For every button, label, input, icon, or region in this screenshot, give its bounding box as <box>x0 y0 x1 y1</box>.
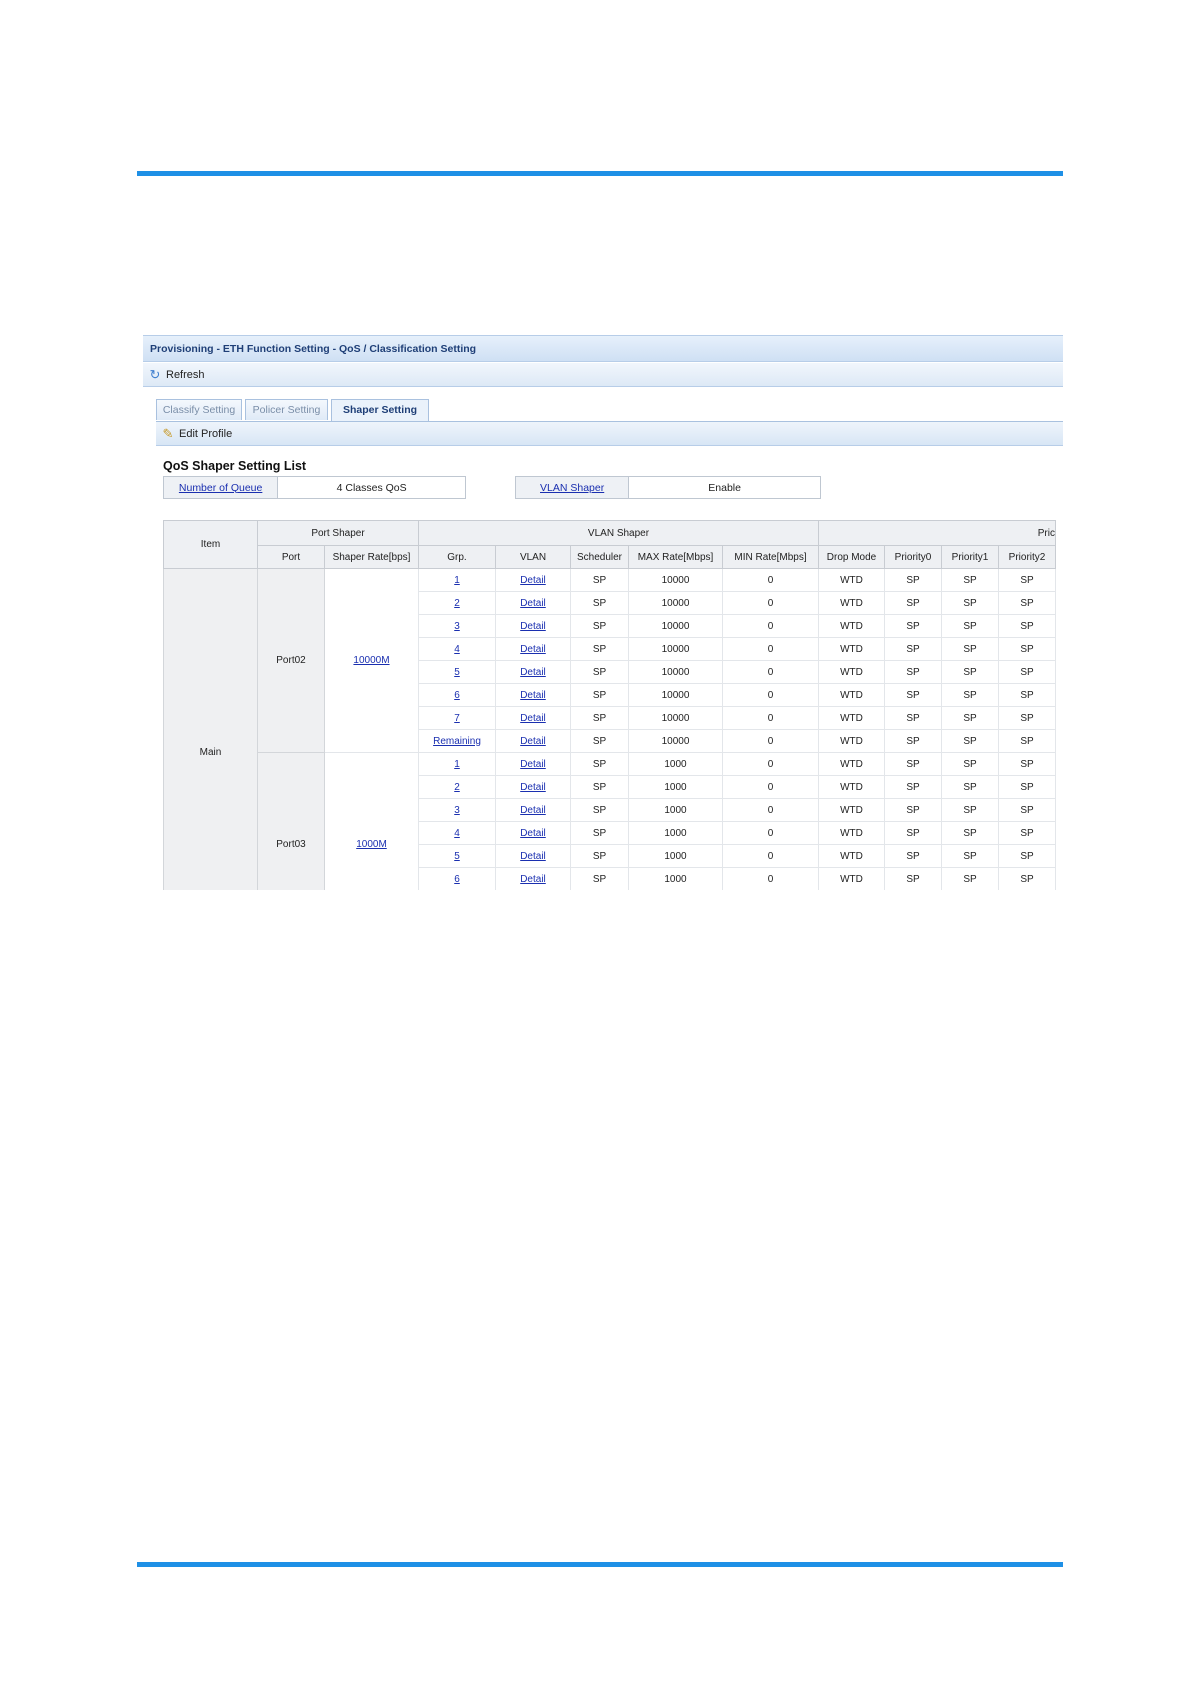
min-rate-cell: 0 <box>723 753 819 776</box>
grp-link[interactable]: 6 <box>454 873 460 885</box>
max-rate-cell: 1000 <box>629 776 723 799</box>
col-drop-mode: Drop Mode <box>819 546 885 569</box>
priority1-cell: SP <box>942 776 999 799</box>
tab-shaper-setting[interactable]: Shaper Setting <box>331 399 429 422</box>
priority0-cell: SP <box>885 799 942 822</box>
priority2-cell: SP <box>999 822 1056 845</box>
priority2-cell: SP <box>999 799 1056 822</box>
vlan-detail-link[interactable]: Detail <box>520 758 546 770</box>
max-rate-cell: 1000 <box>629 822 723 845</box>
drop-mode-cell: WTD <box>819 868 885 891</box>
grp-link[interactable]: 2 <box>454 597 460 609</box>
col-vlan: VLAN <box>496 546 571 569</box>
priority0-cell: SP <box>885 730 942 753</box>
max-rate-cell: 10000 <box>629 661 723 684</box>
grp-link[interactable]: 1 <box>454 758 460 770</box>
vlan-shaper-link[interactable]: VLAN Shaper <box>540 481 605 494</box>
grp-cell <box>419 776 496 799</box>
tab-policer-setting[interactable]: Policer Setting <box>245 399 328 420</box>
edit-profile-icon: ✎ <box>162 426 174 441</box>
grp-cell <box>419 753 496 776</box>
vlan-cell <box>496 592 571 615</box>
min-rate-cell: 0 <box>723 730 819 753</box>
priority0-cell: SP <box>885 615 942 638</box>
max-rate-cell: 10000 <box>629 707 723 730</box>
header-item: Item <box>164 521 258 569</box>
grp-link[interactable]: 7 <box>454 712 460 724</box>
drop-mode-cell: WTD <box>819 799 885 822</box>
drop-mode-cell: WTD <box>819 822 885 845</box>
min-rate-cell: 0 <box>723 569 819 592</box>
min-rate-cell: 0 <box>723 799 819 822</box>
scheduler-cell: SP <box>571 868 629 891</box>
priority2-cell: SP <box>999 753 1056 776</box>
max-rate-cell: 1000 <box>629 753 723 776</box>
max-rate-cell: 1000 <box>629 868 723 891</box>
vlan-detail-link[interactable]: Detail <box>520 850 546 862</box>
priority0-cell: SP <box>885 638 942 661</box>
min-rate-cell: 0 <box>723 592 819 615</box>
grp-link[interactable]: 3 <box>454 804 460 816</box>
refresh-icon: ↻ <box>149 367 161 382</box>
max-rate-cell: 10000 <box>629 684 723 707</box>
grp-link[interactable]: 5 <box>454 850 460 862</box>
grp-link[interactable]: 3 <box>454 620 460 632</box>
priority0-cell: SP <box>885 592 942 615</box>
grp-cell <box>419 569 496 592</box>
max-rate-cell: 10000 <box>629 638 723 661</box>
header-priority: Pric <box>819 521 1056 546</box>
priority2-cell: SP <box>999 776 1056 799</box>
scheduler-cell: SP <box>571 776 629 799</box>
scheduler-cell: SP <box>571 799 629 822</box>
port-rate-cell <box>325 569 419 753</box>
drop-mode-cell: WTD <box>819 592 885 615</box>
port-cell: Port03 <box>258 753 325 891</box>
priority1-cell: SP <box>942 799 999 822</box>
page-bottom-rule <box>137 1562 1063 1567</box>
priority1-cell: SP <box>942 707 999 730</box>
col-priority2: Priority2 <box>999 546 1056 569</box>
max-rate-cell: 10000 <box>629 569 723 592</box>
min-rate-cell: 0 <box>723 661 819 684</box>
priority1-cell: SP <box>942 661 999 684</box>
edit-toolbar <box>156 422 1063 446</box>
vlan-cell <box>496 661 571 684</box>
priority2-cell: SP <box>999 868 1056 891</box>
vlan-cell <box>496 845 571 868</box>
grp-link[interactable]: 2 <box>454 781 460 793</box>
qos-screenshot <box>143 335 1063 890</box>
min-rate-cell: 0 <box>723 615 819 638</box>
vlan-detail-link[interactable]: Detail <box>520 781 546 793</box>
priority1-cell: SP <box>942 684 999 707</box>
vlan-detail-link[interactable]: Detail <box>520 827 546 839</box>
priority1-cell: SP <box>942 638 999 661</box>
scheduler-cell: SP <box>571 684 629 707</box>
priority2-cell: SP <box>999 661 1056 684</box>
port-rate-link[interactable]: 10000M <box>353 655 390 666</box>
drop-mode-cell: WTD <box>819 776 885 799</box>
vlan-detail-link[interactable]: Detail <box>520 804 546 816</box>
grp-cell <box>419 799 496 822</box>
min-rate-cell: 0 <box>723 707 819 730</box>
vlan-cell <box>496 753 571 776</box>
priority0-cell: SP <box>885 776 942 799</box>
scheduler-cell: SP <box>571 730 629 753</box>
vlan-detail-link[interactable]: Detail <box>520 689 546 701</box>
priority2-cell: SP <box>999 615 1056 638</box>
grp-cell <box>419 661 496 684</box>
priority0-cell: SP <box>885 753 942 776</box>
grp-cell <box>419 868 496 891</box>
priority2-cell: SP <box>999 684 1056 707</box>
priority1-cell: SP <box>942 592 999 615</box>
drop-mode-cell: WTD <box>819 707 885 730</box>
col-grp: Grp. <box>419 546 496 569</box>
port-cell: Port02 <box>258 569 325 753</box>
max-rate-cell: 10000 <box>629 730 723 753</box>
drop-mode-cell: WTD <box>819 845 885 868</box>
page-top-rule <box>137 171 1063 176</box>
priority0-cell: SP <box>885 868 942 891</box>
grp-link[interactable]: Remaining <box>433 735 481 747</box>
tab-classify-setting[interactable]: Classify Setting <box>156 399 242 420</box>
grp-link[interactable]: 4 <box>454 643 460 655</box>
list-title: QoS Shaper Setting List <box>163 459 307 473</box>
vlan-detail-link[interactable]: Detail <box>520 666 546 678</box>
vlan-shaper-field <box>515 476 821 499</box>
priority0-cell: SP <box>885 569 942 592</box>
priority1-cell: SP <box>942 615 999 638</box>
number-of-queue-link[interactable]: Number of Queue <box>178 481 263 494</box>
vlan-cell <box>496 822 571 845</box>
refresh-label: Refresh <box>166 369 205 381</box>
vlan-cell <box>496 776 571 799</box>
grp-cell <box>419 707 496 730</box>
vlan-cell <box>496 730 571 753</box>
header-vlan-shaper: VLAN Shaper <box>419 521 819 546</box>
scheduler-cell: SP <box>571 822 629 845</box>
drop-mode-cell: WTD <box>819 684 885 707</box>
vlan-cell <box>496 868 571 891</box>
col-min-rate: MIN Rate[Mbps] <box>723 546 819 569</box>
max-rate-cell: 1000 <box>629 845 723 868</box>
table-row <box>164 569 1056 592</box>
vlan-cell <box>496 707 571 730</box>
col-priority0: Priority0 <box>885 546 942 569</box>
grp-link[interactable]: 5 <box>454 666 460 678</box>
priority2-cell: SP <box>999 638 1056 661</box>
grp-cell <box>419 684 496 707</box>
vlan-detail-link[interactable]: Detail <box>520 597 546 609</box>
scheduler-cell: SP <box>571 753 629 776</box>
priority0-cell: SP <box>885 707 942 730</box>
scheduler-cell: SP <box>571 569 629 592</box>
grp-cell <box>419 592 496 615</box>
grp-link[interactable]: 4 <box>454 827 460 839</box>
col-priority1: Priority1 <box>942 546 999 569</box>
priority0-cell: SP <box>885 661 942 684</box>
drop-mode-cell: WTD <box>819 615 885 638</box>
max-rate-cell: 10000 <box>629 592 723 615</box>
priority1-cell: SP <box>942 569 999 592</box>
priority2-cell: SP <box>999 845 1056 868</box>
port-rate-cell <box>325 753 419 891</box>
priority0-cell: SP <box>885 822 942 845</box>
grp-link[interactable]: 1 <box>454 574 460 586</box>
priority1-cell: SP <box>942 822 999 845</box>
col-shaper-rate: Shaper Rate[bps] <box>325 546 419 569</box>
vlan-shaper-value: Enable <box>708 481 741 494</box>
refresh-button[interactable] <box>148 363 205 387</box>
grp-link[interactable]: 6 <box>454 689 460 701</box>
vlan-cell <box>496 615 571 638</box>
scheduler-cell: SP <box>571 615 629 638</box>
table-row <box>164 753 1056 776</box>
header-port-shaper: Port Shaper <box>258 521 419 546</box>
min-rate-cell: 0 <box>723 845 819 868</box>
scheduler-cell: SP <box>571 638 629 661</box>
vlan-detail-link[interactable]: Detail <box>520 712 546 724</box>
priority1-cell: SP <box>942 730 999 753</box>
min-rate-cell: 0 <box>723 638 819 661</box>
col-scheduler: Scheduler <box>571 546 629 569</box>
vlan-cell <box>496 569 571 592</box>
priority1-cell: SP <box>942 868 999 891</box>
port-rate-link[interactable]: 1000M <box>356 839 387 850</box>
grp-cell <box>419 845 496 868</box>
priority1-cell: SP <box>942 753 999 776</box>
drop-mode-cell: WTD <box>819 753 885 776</box>
priority1-cell: SP <box>942 845 999 868</box>
shaper-table <box>163 520 1056 890</box>
vlan-cell <box>496 684 571 707</box>
min-rate-cell: 0 <box>723 822 819 845</box>
vlan-cell <box>496 638 571 661</box>
grp-cell <box>419 730 496 753</box>
scheduler-cell: SP <box>571 661 629 684</box>
vlan-shaper-label-cell <box>516 477 629 498</box>
priority2-cell: SP <box>999 730 1056 753</box>
vlan-detail-link[interactable]: Detail <box>520 735 546 747</box>
main-toolbar <box>143 363 1063 387</box>
priority2-cell: SP <box>999 569 1056 592</box>
number-of-queue-label-cell <box>164 477 278 498</box>
priority2-cell: SP <box>999 592 1056 615</box>
drop-mode-cell: WTD <box>819 638 885 661</box>
number-of-queue-field <box>163 476 466 499</box>
scheduler-cell: SP <box>571 707 629 730</box>
drop-mode-cell: WTD <box>819 661 885 684</box>
vlan-detail-link[interactable]: Detail <box>520 643 546 655</box>
grp-cell <box>419 638 496 661</box>
edit-profile-label: Edit Profile <box>179 428 233 440</box>
item-cell: Main <box>164 569 258 891</box>
grp-cell <box>419 615 496 638</box>
max-rate-cell: 1000 <box>629 799 723 822</box>
vlan-detail-link[interactable]: Detail <box>520 574 546 586</box>
drop-mode-cell: WTD <box>819 730 885 753</box>
shaper-table-body <box>164 569 1056 891</box>
vlan-cell <box>496 799 571 822</box>
window-title: Provisioning - ETH Function Setting - QoS / Classification Setting <box>143 335 1063 362</box>
edit-profile-button[interactable] <box>161 422 232 446</box>
number-of-queue-value: 4 Classes QoS <box>336 481 407 494</box>
scheduler-cell: SP <box>571 845 629 868</box>
drop-mode-cell: WTD <box>819 569 885 592</box>
min-rate-cell: 0 <box>723 868 819 891</box>
vlan-detail-link[interactable]: Detail <box>520 873 546 885</box>
min-rate-cell: 0 <box>723 776 819 799</box>
grp-cell <box>419 822 496 845</box>
priority0-cell: SP <box>885 684 942 707</box>
max-rate-cell: 10000 <box>629 615 723 638</box>
vlan-detail-link[interactable]: Detail <box>520 620 546 632</box>
col-port: Port <box>258 546 325 569</box>
min-rate-cell: 0 <box>723 684 819 707</box>
priority2-cell: SP <box>999 707 1056 730</box>
priority0-cell: SP <box>885 845 942 868</box>
col-max-rate: MAX Rate[Mbps] <box>629 546 723 569</box>
scheduler-cell: SP <box>571 592 629 615</box>
